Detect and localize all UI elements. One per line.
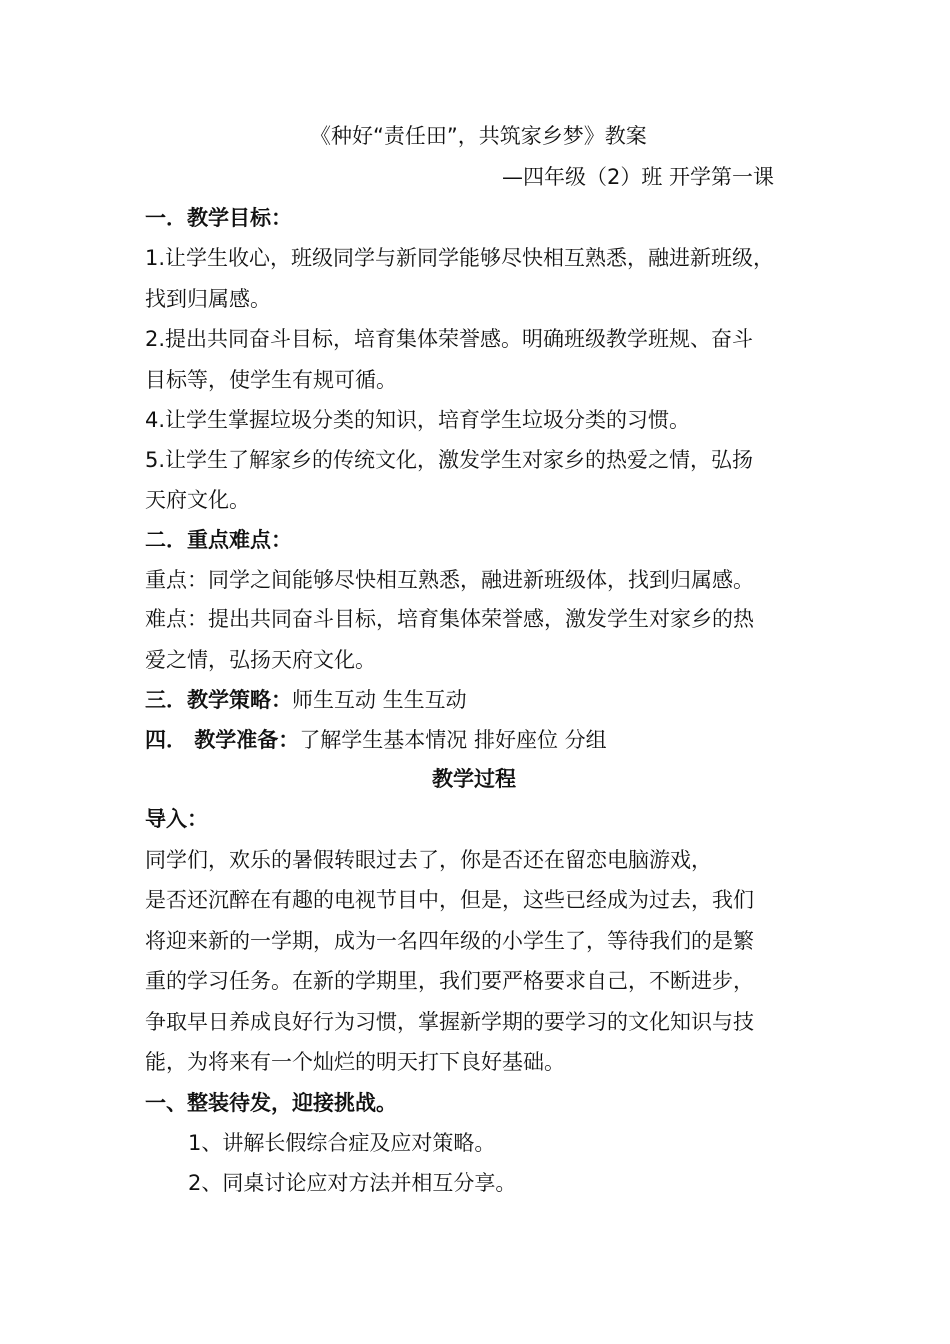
objective-4: 4.让学生掌握垃圾分类的知识，培育学生垃圾分类的习惯。	[145, 408, 691, 432]
section-1-item: 1、讲解长假综合症及应对策略。	[188, 1131, 496, 1155]
document-title: 《种好“责任田”，共筑家乡梦》教案	[310, 124, 647, 148]
objective-1-line-1: 1.让学生收心，班级同学与新同学能够尽快相互熟悉，融进新班级，	[145, 246, 775, 270]
document-subtitle: —四年级（2）班 开学第一课	[502, 165, 775, 189]
section-1-heading: 一、整装待发，迎接挑战。	[145, 1091, 397, 1115]
intro-paragraph-line: 同学们，欢乐的暑假转眼过去了，你是否还在留恋电脑游戏，	[145, 848, 712, 872]
strategy-value: 师生互动 生生互动	[292, 688, 467, 712]
intro-paragraph-line: 争取早日养成良好行为习惯，掌握新学期的要学习的文化知识与技	[145, 1010, 754, 1034]
key-point-difficulty-line-2: 爱之情，弘扬天府文化。	[145, 648, 376, 672]
objective-2-line-2: 目标等，使学生有规可循。	[145, 368, 397, 392]
objective-5-line-2: 天府文化。	[145, 488, 250, 512]
preparation-value: 了解学生基本情况 排好座位 分组	[299, 728, 607, 752]
intro-paragraph-line: 将迎来新的一学期，成为一名四年级的小学生了，等待我们的是繁	[145, 929, 754, 953]
objective-5-line-1: 5.让学生了解家乡的传统文化，激发学生对家乡的热爱之情，弘扬	[145, 448, 754, 472]
key-point-difficulty-line-1: 难点：提出共同奋斗目标，培育集体荣誉感，激发学生对家乡的热	[145, 607, 754, 631]
objective-1-line-2: 找到归属感。	[145, 287, 271, 311]
intro-paragraph-line: 能，为将来有一个灿烂的明天打下良好基础。	[145, 1050, 565, 1074]
preparation-label: 四． 教学准备：	[145, 728, 300, 752]
process-heading: 教学过程	[432, 767, 516, 791]
intro-paragraph-line: 是否还沉醉在有趣的电视节目中，但是，这些已经成为过去，我们	[145, 888, 754, 912]
objectives-heading: 一．教学目标：	[145, 206, 292, 230]
preparation-row	[145, 726, 607, 754]
key-point-focus: 重点：同学之间能够尽快相互熟悉，融进新班级体，找到归属感。	[145, 568, 754, 592]
intro-heading: 导入：	[145, 807, 208, 831]
objective-2-line-1: 2.提出共同奋斗目标，培育集体荣誉感。明确班级教学班规、奋斗	[145, 327, 754, 351]
strategy-label: 三．教学策略：	[145, 688, 292, 712]
section-1-item: 2、同桌讨论应对方法并相互分享。	[188, 1171, 517, 1195]
strategy-row	[145, 686, 467, 714]
key-points-heading: 二．重点难点：	[145, 528, 292, 552]
intro-paragraph-line: 重的学习任务。在新的学期里，我们要严格要求自己，不断进步，	[145, 969, 754, 993]
